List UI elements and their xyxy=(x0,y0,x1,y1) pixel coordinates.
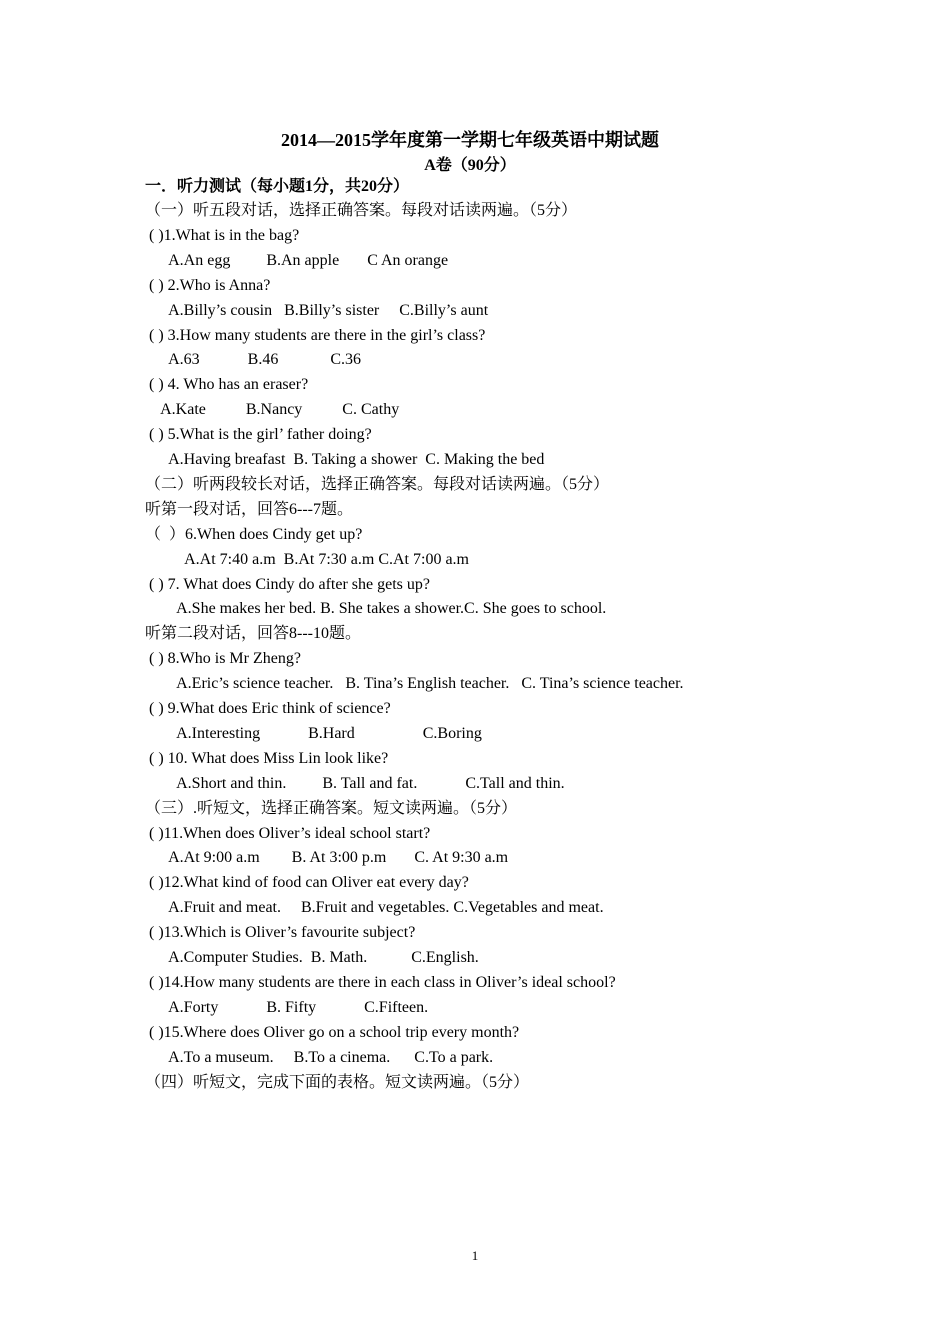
text-line: ( ) 3.How many students are there in the girl’s class? xyxy=(145,326,486,344)
text-line: 听第一段对话，回答6---7题。 xyxy=(145,500,353,518)
text-line: A.Short and thin. B. Tall and fat. C.Tall and thin. xyxy=(145,774,565,792)
exam-subtitle: A卷（90分） xyxy=(424,157,516,174)
text-line: （一）听五段对话，选择正确答案。每段对话读两遍。（5分） xyxy=(145,202,578,219)
text-line: A.Interesting B.Hard C.Boring xyxy=(145,724,482,742)
text-line: （四）听短文，完成下面的表格。短文读两遍。（5分） xyxy=(145,1073,530,1091)
text-line: A.An egg B.An apple C An orange xyxy=(145,251,449,269)
text-line: A.To a museum. B.To a cinema. C.To a park. xyxy=(145,1048,494,1066)
text-line: ( ) 4. Who has an eraser? xyxy=(145,376,309,394)
text-line: A.Having breafast B. Taking a shower C. Making the bed xyxy=(145,451,545,468)
text-line: ( ) 9.What does Eric think of science? xyxy=(145,700,391,717)
text-line: ( ) 7. What does Cindy do after she gets up? xyxy=(145,575,430,593)
text-line: （ ）6.When does Cindy get up? xyxy=(145,525,363,543)
text-line: ( )15.Where does Oliver go on a school trip every month? xyxy=(145,1023,520,1041)
text-line: ( )1.What is in the bag? xyxy=(145,226,300,244)
text-line: A.At 9:00 a.m B. At 3:00 p.m C. At 9:30 a.m xyxy=(145,849,509,867)
text-line: ( )12.What kind of food can Oliver eat every day? xyxy=(145,874,469,892)
text-line: A.Billy’s cousin B.Billy’s sister C.Billy’s aunt xyxy=(145,301,489,319)
text-line: ( )11.When does Oliver’s ideal school start? xyxy=(145,824,431,842)
exam-title: 2014—2015学年度第一学期七年级英语中期试题 xyxy=(281,130,659,150)
page-number: 1 xyxy=(471,1248,479,1263)
text-line: ( )13.Which is Oliver’s favourite subject? xyxy=(145,924,416,942)
text-line: A.63 B.46 C.36 xyxy=(145,351,362,369)
text-line: A.She makes her bed. B. She takes a shower.C. She goes to school. xyxy=(145,600,607,618)
text-line: A.Computer Studies. B. Math. C.English. xyxy=(145,949,479,966)
text-line: （三）.听短文，选择正确答案。短文读两遍。（5分） xyxy=(145,799,518,817)
text-line: 听第二段对话，回答8---10题。 xyxy=(145,625,361,643)
text-line: A.Fruit and meat. B.Fruit and vegetables. C.Vegetables and meat. xyxy=(145,899,604,917)
text-line: A.At 7:40 a.m B.At 7:30 a.m C.At 7:00 a.m xyxy=(145,550,469,568)
section-heading: 一．听力测试（每小题1分，共20分） xyxy=(145,178,410,195)
text-line: ( ) 8.Who is Mr Zheng? xyxy=(145,650,301,668)
text-line: A.Eric’s science teacher. B. Tina’s English teacher. C. Tina’s science teacher. xyxy=(145,675,684,693)
text-line: A.Forty B. Fifty C.Fifteen. xyxy=(145,998,429,1016)
text-line: （二）听两段较长对话，选择正确答案。每段对话读两遍。（5分） xyxy=(145,475,610,493)
text-line: ( ) 10. What does Miss Lin look like? xyxy=(145,749,389,767)
text-line: ( ) 5.What is the girl’ father doing? xyxy=(145,426,372,444)
text-line: ( )14.How many students are there in each class in Oliver’s ideal school? xyxy=(145,973,616,991)
text-line: A.Kate B.Nancy C. Cathy xyxy=(145,401,400,419)
text-line: ( ) 2.Who is Anna? xyxy=(145,276,271,294)
